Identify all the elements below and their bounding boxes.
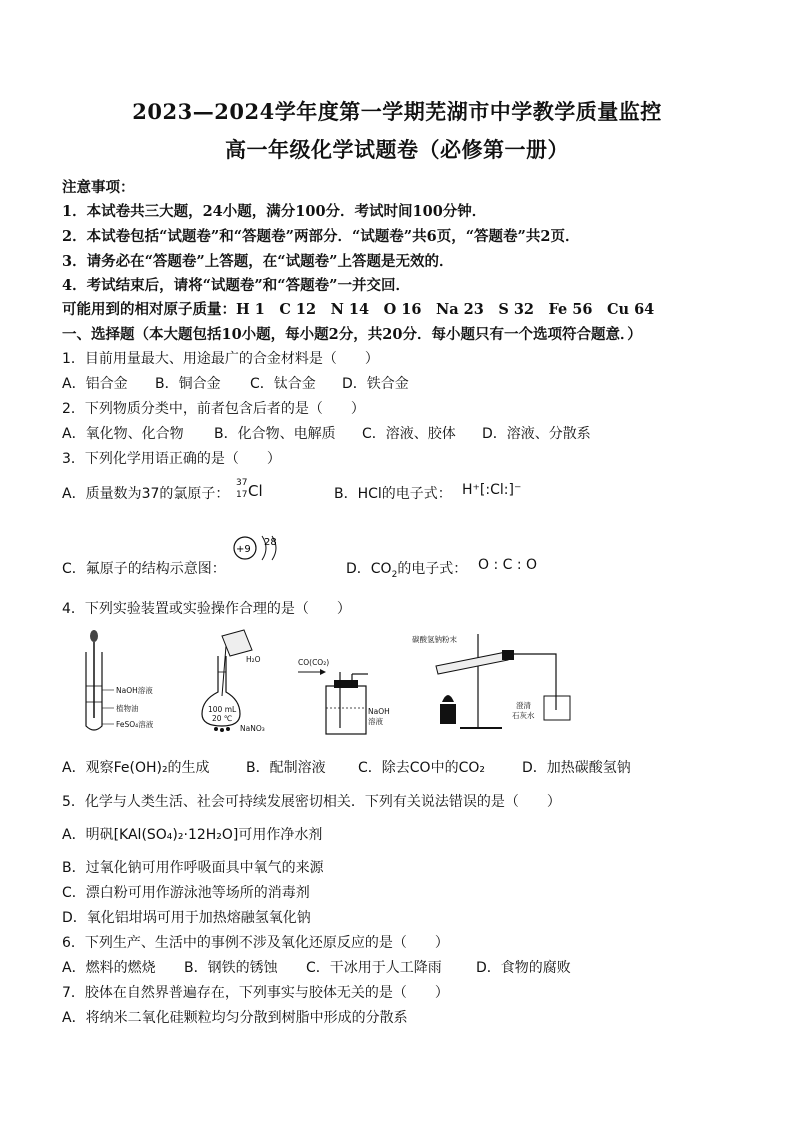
q5-option-a: A．明矾[KAl(SO₄)₂·12H₂O]可用作净水剂 bbox=[62, 827, 323, 843]
notice-item-4: 4．考试结束后，请将“试题卷”和“答题卷”一并交回． bbox=[62, 277, 410, 294]
atomic-masses: 可能用到的相对原子质量：H 1 C 12 N 14 O 16 Na 23 S 32 Fe 56 Cu 64 bbox=[62, 301, 655, 318]
label-naoh2a: NaOH bbox=[368, 707, 390, 716]
q6-option-d: D．食物的腐败 bbox=[476, 960, 571, 976]
q7-option-a: A．将纳米二氧化硅颗粒均匀分散到树脂中形成的分散系 bbox=[62, 1010, 408, 1026]
q3-option-b-text: B．HCl的电子式： bbox=[334, 486, 452, 502]
q5-option-d: D．氧化铝坩埚可用于加热熔融氢氧化钠 bbox=[62, 910, 311, 926]
q5-option-b: B．过氧化钠可用作呼吸面具中氧气的来源 bbox=[62, 860, 324, 876]
notice-item-1: 1．本试卷共三大题，24小题，满分100分．考试时间100分钟． bbox=[62, 203, 487, 220]
beaker bbox=[222, 630, 252, 656]
q3-option-c-text: C．氟原子的结构示意图： bbox=[62, 561, 226, 577]
dropper-bulb bbox=[90, 630, 98, 642]
q7-stem: 7．胶体在自然界普遍存在，下列事实与胶体无关的是（ ） bbox=[62, 985, 449, 1001]
fluorine-atom-diagram bbox=[228, 532, 290, 576]
label-flask: 100 mL bbox=[208, 705, 237, 714]
q5-option-c: C．漂白粉可用作游泳池等场所的消毒剂 bbox=[62, 885, 310, 901]
q3-option-d-text bbox=[346, 558, 467, 580]
q4-option-a: A．观察Fe(OH)₂的生成 bbox=[62, 760, 210, 776]
q1-stem: 1．目前用量最大、用途最广的合金材料是（ ） bbox=[62, 351, 379, 367]
nucleus-charge: +9 bbox=[236, 544, 251, 555]
notice-item-2: 2．本试卷包括“试题卷”和“答题卷”两部分．“试题卷”共6页，“答题卷”共2页． bbox=[62, 228, 580, 245]
q4-option-d: D．加热碳酸氢钠 bbox=[522, 760, 631, 776]
label-oil: 植物油 bbox=[116, 704, 139, 713]
q4-option-c: C．除去CO中的CO₂ bbox=[358, 760, 485, 776]
apparatus-a bbox=[80, 628, 190, 738]
q6-stem: 6．下列生产、生活中的事例不涉及氧化还原反应的是（ ） bbox=[62, 935, 449, 951]
label-h2o: H₂O bbox=[246, 655, 261, 664]
q3-d-prefix: D．CO bbox=[346, 561, 392, 577]
q6-option-a: A．燃料的燃烧 bbox=[62, 960, 156, 976]
glass-rod bbox=[222, 646, 226, 696]
q3-co2-electron-formula: O : C : O bbox=[478, 557, 538, 573]
label-lime-b: 石灰水 bbox=[512, 711, 535, 720]
q1-option-c: C．钛合金 bbox=[250, 376, 316, 392]
exam-title: 2023—2024学年度第一学期芜湖市中学教学质量监控 bbox=[132, 99, 662, 124]
q1-option-b: B．铜合金 bbox=[155, 376, 221, 392]
label-gas: CO(CO₂) bbox=[298, 658, 330, 667]
apparatus-c bbox=[296, 656, 396, 740]
section1-heading: 一、选择题（本大题包括10小题，每小题2分，共20分．每小题只有一个选项符合题意．） bbox=[62, 326, 642, 343]
q2-option-c: C．溶液、胶体 bbox=[362, 426, 456, 442]
label-powder: 碳酸氢钠粉末 bbox=[412, 635, 457, 644]
wash-bottle bbox=[326, 686, 366, 734]
q2-option-a: A．氧化物、化合物 bbox=[62, 426, 184, 442]
notice-heading: 注意事项： bbox=[62, 179, 135, 196]
label-lime-a: 澄清 bbox=[516, 701, 531, 710]
q6-option-b: B．钢铁的锈蚀 bbox=[184, 960, 278, 976]
heated-tube bbox=[436, 652, 508, 674]
q4-stem: 4．下列实验装置或实验操作合理的是（ ） bbox=[62, 601, 351, 617]
q3-chlorine-isotope bbox=[236, 478, 266, 502]
q1-option-d: D．铁合金 bbox=[342, 376, 409, 392]
q2-option-d: D．溶液、分散系 bbox=[482, 426, 591, 442]
q3-d-sub: 2 bbox=[391, 569, 398, 580]
q3-stem: 3．下列化学用语正确的是（ ） bbox=[62, 451, 281, 467]
exam-subtitle: 高一年级化学试题卷（必修第一册） bbox=[225, 137, 569, 162]
limewater-beaker bbox=[544, 696, 570, 720]
flame bbox=[442, 695, 454, 702]
isotope-number: 17 bbox=[236, 490, 248, 500]
isotope-symbol: Cl bbox=[248, 482, 263, 500]
label-naoh: NaOH溶液 bbox=[116, 686, 153, 695]
label-nano3: NaNO₃ bbox=[240, 724, 265, 733]
isotope-mass: 37 bbox=[236, 478, 248, 488]
q5-stem: 5．化学与人类生活、社会可持续发展密切相关．下列有关说法错误的是（ ） bbox=[62, 794, 561, 810]
q2-stem: 2．下列物质分类中，前者包含后者的是（ ） bbox=[62, 401, 365, 417]
label-feso4: FeSO₄溶液 bbox=[116, 720, 154, 729]
burner bbox=[440, 704, 456, 724]
shell-electrons: 28 bbox=[264, 537, 277, 548]
q3-option-a-text: A．质量数为37的氯原子： bbox=[62, 486, 230, 502]
q2-option-b: B．化合物、电解质 bbox=[214, 426, 336, 442]
label-temp: 20 ℃ bbox=[212, 714, 233, 723]
apparatus-d bbox=[406, 632, 576, 736]
q6-option-c: C．干冰用于人工降雨 bbox=[306, 960, 442, 976]
label-naoh2b: 溶液 bbox=[368, 717, 383, 726]
apparatus-b bbox=[196, 626, 296, 736]
tube-stopper bbox=[502, 650, 514, 660]
q3-hcl-electron-formula: H⁺[:Cl:]⁻ bbox=[462, 482, 522, 498]
q4-option-b: B．配制溶液 bbox=[246, 760, 326, 776]
q1-option-a: A．铝合金 bbox=[62, 376, 128, 392]
q3-d-suffix: 的电子式： bbox=[397, 561, 468, 577]
notice-item-3: 3．请务必在“答题卷”上答题，在“试题卷”上答题是无效的． bbox=[62, 253, 454, 270]
stopper bbox=[334, 680, 358, 688]
